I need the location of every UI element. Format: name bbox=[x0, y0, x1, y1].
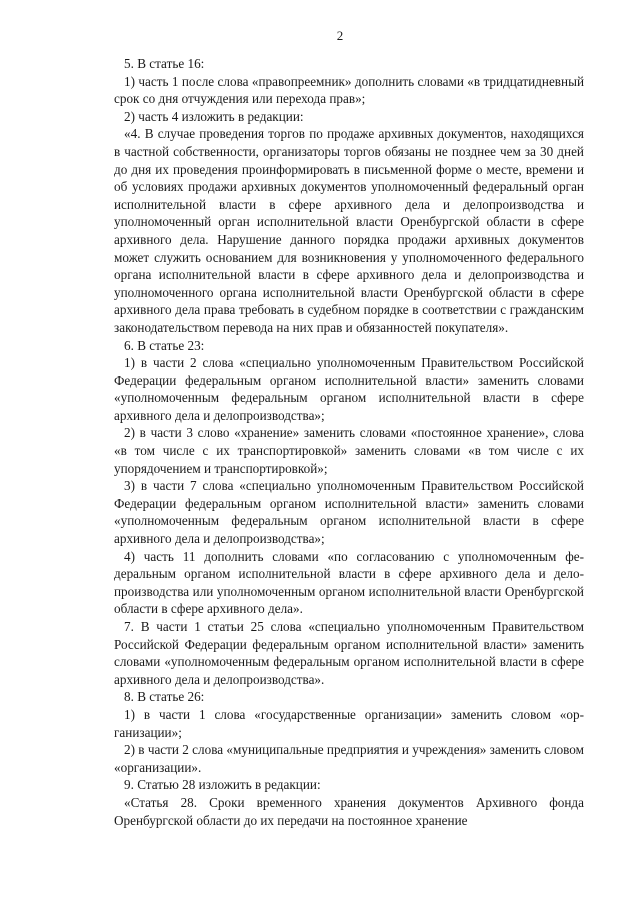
section-6-heading: 6. В статье 23: bbox=[124, 337, 205, 353]
document-body bbox=[114, 55, 584, 829]
section-6-item-3: 3) в части 7 слова «специально уполномоченным Правительством Российской Федерации федеральным органом исполнительной власти» заменить словами «уполномоченным федеральным органом исполнительной власти в сфере архивного дела и делопроизводства»; bbox=[114, 478, 584, 547]
section-8-heading: 8. В статье 26: bbox=[124, 689, 205, 705]
section-6-item-4: 4) часть 11 дополнить словами «по согласованию с уполномоченным федеральным органом исполнительной власти в сфере архивного дела и делопроизводства или уполномоченным органом исполнительной власти Оренбургской области в сфере архивного дела». bbox=[114, 548, 584, 617]
section-5-item-1: 1) часть 1 после слова «правопреемник» дополнить словами «в тридцатидневный срок со дня отчуждения или перехода прав»; bbox=[114, 73, 584, 107]
page-number: 2 bbox=[336, 28, 344, 43]
section-6-item-1: 1) в части 2 слова «специально уполномоченным Правительством Российской Федерации федеральным органом исполнительной власти» заменить словами «уполномоченным федеральным органом исполнительной власти в сфере архивного дела и делопроизводства»; bbox=[114, 355, 584, 423]
section-5-heading: 5. В статье 16: bbox=[124, 56, 205, 71]
section-5-item-2: 2) часть 4 изложить в редакции: bbox=[124, 108, 304, 124]
section-8-item-2: 2) в части 2 слова «муниципальные предприятия и учреждения» заменить словом «организации». bbox=[114, 742, 584, 775]
section-8-item-1: 1) в части 1 слова «государственные организации» заменить словом «организации»; bbox=[114, 706, 584, 740]
section-5-quoted-text: «4. В случае проведения торгов по продаже архивных документов, находящихся в частной собственности, организаторы торгов обязаны не позднее чем за 30 дней до дня их проведения проинформировать в письменной форме о месте, времени и об условиях продажи архивных документов уполномоченный федеральный орган исполнительной власти в сфере архивного дела и делопроизводства и уполномоченный орган исполнительной власти Оренбургской области в сфере архивного дела. Нарушение данного порядка продажи архивных документов может служить основанием для возникновения у уполномоченного федерального органа исполнительной власти в сфере архивного дела и делопроизводства и уполномоченного органа исполнительной власти Оренбургской области в сфере архивного дела права требовать в судебном порядке в соответствии с гражданским законодательством перевода на них прав и обязанностей покупателя». bbox=[114, 126, 584, 335]
section-9-heading: 9. Статью 28 изложить в редакции: bbox=[124, 777, 321, 793]
section-6-item-2: 2) в части 3 слово «хранение» заменить словами «постоянное хранение», слова «в том числе с их транспортировкой» заменить словами «в том числе с их упорядочением и транспортировкой»; bbox=[114, 425, 584, 476]
section-7-paragraph: 7. В части 1 статьи 25 слова «специально уполномоченным Правительством Российской Федерации федеральным органом исполнительной власти» заменить словами «уполномоченным федеральным органом исполнительной власти в сфере архивного дела и делопроизводства». bbox=[114, 619, 584, 687]
article-28-title: «Статья 28. Сроки временного хранения документов Архивного фонда Оренбургской области до их передачи на постоянное хранение bbox=[114, 794, 584, 828]
